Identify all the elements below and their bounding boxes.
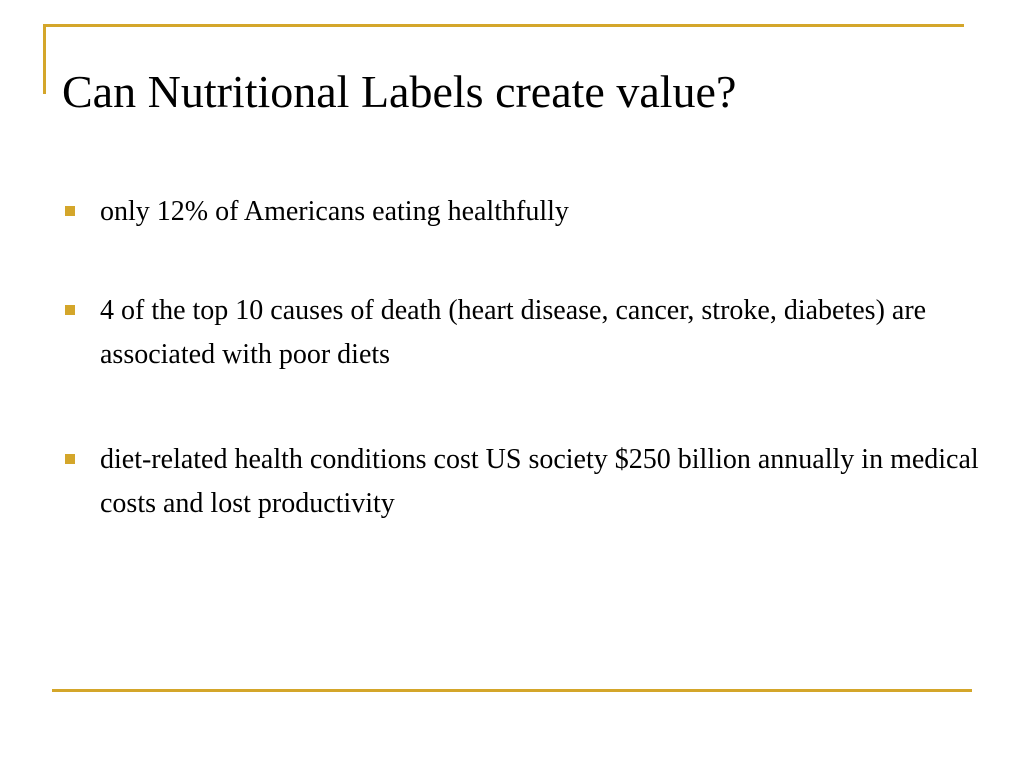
square-bullet-icon [65,454,75,464]
frame-top-rule [43,24,964,27]
slide-title: Can Nutritional Labels create value? [62,66,737,117]
bullet-text: only 12% of Americans eating healthfully [100,196,569,227]
bullet-text: diet-related health conditions cost US society $250 billion annually in medical costs and lost productivity [100,444,979,519]
frame-left-rule [43,24,46,94]
bullet-item [60,190,980,233]
square-bullet-icon [65,206,75,216]
square-bullet-icon [65,305,75,315]
bullet-text: 4 of the top 10 causes of death (heart disease, cancer, stroke, diabetes) are associated with poor diets [100,295,927,370]
bullet-list [60,190,980,587]
bullet-item [60,289,980,376]
bullet-item [60,438,980,525]
footer-rule [52,689,972,692]
